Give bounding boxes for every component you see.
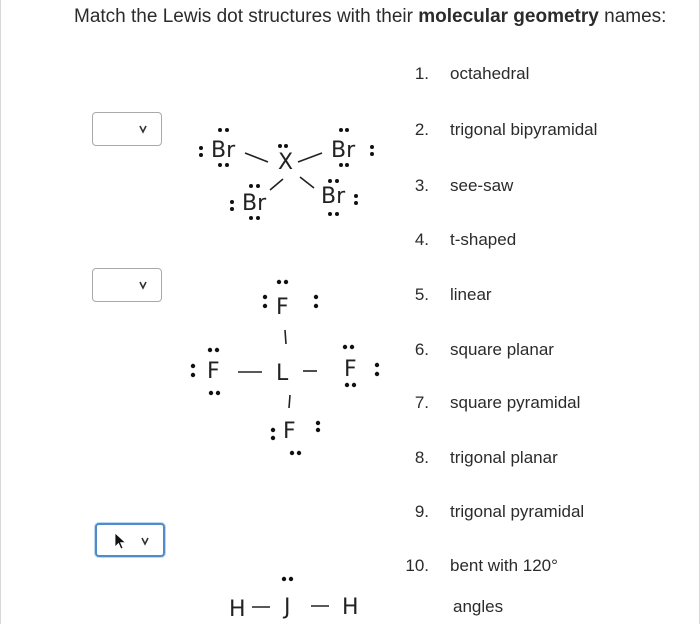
s1-br-bottom-right: Br bbox=[321, 184, 346, 209]
s3-h-right: H bbox=[342, 595, 359, 620]
option-label: trigonal planar bbox=[450, 448, 558, 467]
option-label: see-saw bbox=[450, 176, 514, 195]
s2-central-atom: L bbox=[276, 361, 289, 386]
option-label: linear bbox=[450, 285, 492, 304]
option-number: 10. bbox=[405, 556, 429, 575]
option-label: bent with 120° bbox=[450, 556, 558, 575]
option-label: square planar bbox=[450, 340, 554, 359]
s1-br-left: Br bbox=[211, 138, 236, 163]
option-number: 6. bbox=[414, 340, 429, 359]
s1-central-atom: X bbox=[278, 150, 294, 175]
option-number: 5. bbox=[414, 285, 429, 304]
s2-f-top: F bbox=[276, 295, 289, 320]
option-number: 3. bbox=[414, 176, 429, 195]
option-number: 2. bbox=[414, 120, 429, 139]
option-label: t-shaped bbox=[450, 230, 517, 249]
lewis-structure-1 bbox=[211, 138, 356, 216]
option-number: 4. bbox=[414, 230, 429, 249]
s2-f-bottom: F bbox=[283, 419, 296, 444]
s1-br-right-top: Br bbox=[331, 138, 356, 163]
option-number: 7. bbox=[414, 393, 429, 412]
s1-br-bottom-left: Br bbox=[242, 191, 267, 216]
question-prefix: Match the Lewis dot structures with their bbox=[74, 6, 419, 27]
s2-f-right: F bbox=[344, 357, 357, 382]
question-suffix: names: bbox=[598, 6, 667, 27]
option-number: 8. bbox=[414, 448, 429, 467]
question-bold: molecular geometry bbox=[418, 6, 599, 27]
option-label: trigonal pyramidal bbox=[450, 502, 585, 521]
option-label: octahedral bbox=[450, 64, 530, 83]
s3-central-atom: J bbox=[284, 595, 291, 620]
option-number: 9. bbox=[414, 502, 429, 521]
option-label-continuation: angles bbox=[453, 597, 504, 616]
option-number: 1. bbox=[414, 64, 429, 83]
lewis-structure-2 bbox=[207, 295, 357, 444]
lone-pair-dots-3 bbox=[282, 577, 293, 581]
option-label: trigonal bipyramidal bbox=[450, 120, 598, 139]
s2-f-left: F bbox=[207, 359, 220, 384]
option-label: square pyramidal bbox=[450, 393, 581, 412]
lewis-structure-3 bbox=[229, 595, 359, 622]
s3-h-left: H bbox=[229, 597, 246, 622]
